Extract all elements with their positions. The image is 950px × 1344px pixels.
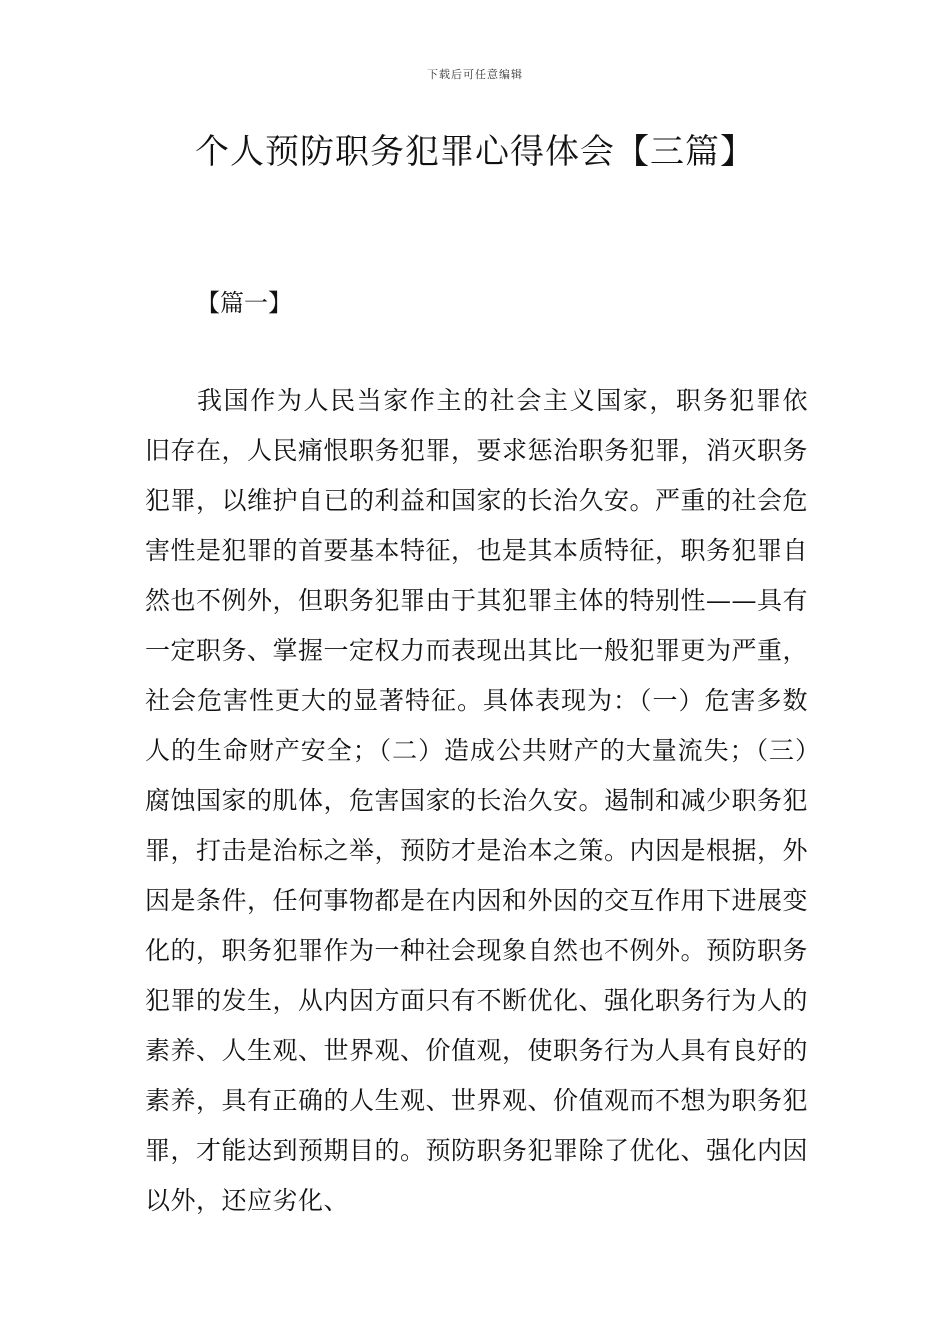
document-title: 个人预防职务犯罪心得体会【三篇】 xyxy=(195,132,755,172)
header-note: 下载后可任意编辑 xyxy=(427,68,523,81)
body-paragraph: 我国作为人民当家作主的社会主义国家，职务犯罪依旧存在，人民痛恨职务犯罪，要求惩治职务犯罪，消灭职务犯罪，以维护自已的利益和国家的长治久安。严重的社会危害性是犯罪的首要基本特征，也是其本质特征，职务犯罪自然也不例外，但职务犯罪由于其犯罪主体的特别性——具有一定职务、掌握一定权力而表现出其比一般犯罪更为严重，社会危害性更大的显著特征。具体表现为：（一）危害多数人的生命财产安全；（二）造成公共财产的大量流失；（三）腐蚀国家的肌体，危害国家的长治久安。遏制和减少职务犯罪，打击是治标之举，预防才是治本之策。内因是根据，外因是条件，任何事物都是在内因和外因的交互作用下进展变化的，职务犯罪作为一种社会现象自然也不例外。预防职务犯罪的发生，从内因方面只有不断优化、强化职务行为人的素养、人生观、世界观、价值观，使职务行为人具有良好的素养，具有正确的人生观、世界观、价值观而不想为职务犯罪，才能达到预期目的。预防职务犯罪除了优化、强化内因以外，还应劣化、 xyxy=(145,386,809,1215)
section-heading: 【篇一】 xyxy=(196,289,292,317)
